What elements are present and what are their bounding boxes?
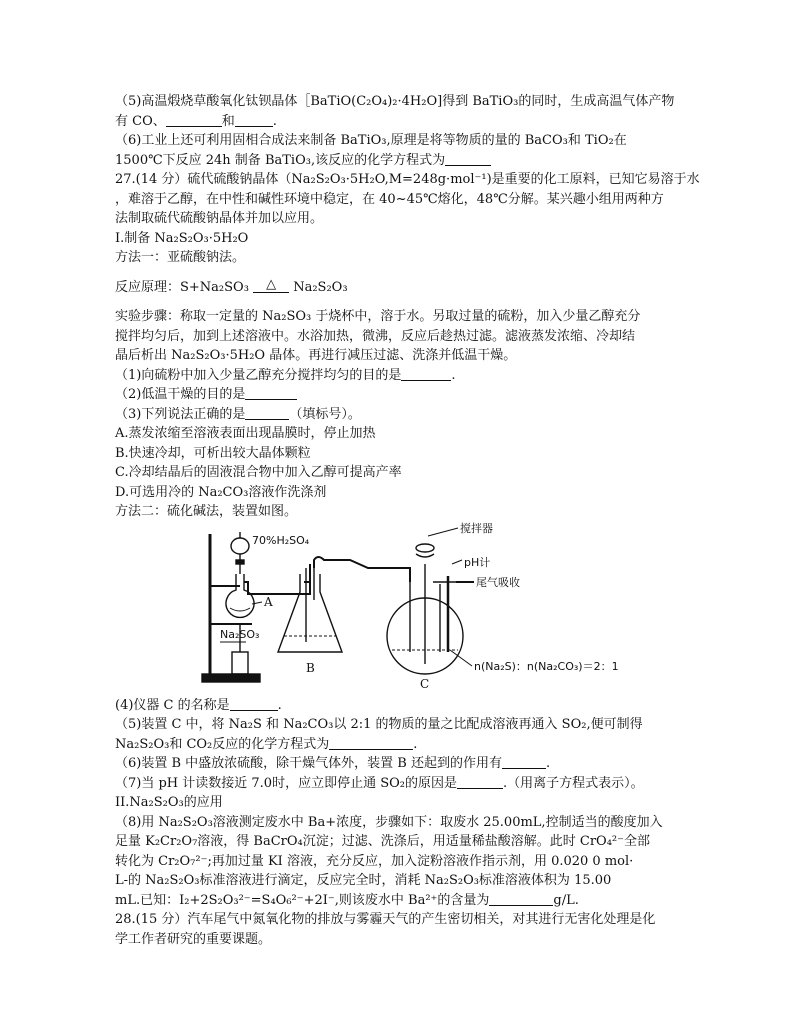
answer-blank <box>401 367 451 381</box>
question-7: （7)当 pH 计读数接近 7.0时，应立即停止通 SO₂的原因是 .（用离子方程式表示）。 <box>115 775 644 791</box>
stirrer <box>416 544 434 552</box>
answer-blank <box>166 113 222 127</box>
label-ph-meter: pH计 <box>464 555 491 569</box>
section-heading-2: II.Na₂S₂O₃的应用 <box>115 795 223 810</box>
question-5a: （5)装置 C 中，将 Na₂S 和 Na₂CO₃以 2:1 的物质的量之比配成溶液再通入 SO₂,便可制得 <box>115 717 643 732</box>
option-a: A.蒸发浓缩至溶液表面出现晶膜时，停止加热 <box>115 426 376 441</box>
question-6: （6)装置 B 中盛放浓硫酸，除干燥气体外，装置 B 还起到的作用有 . <box>115 756 551 771</box>
question-5-6: （6)工业上还可利用固相合成法来制备 BaTiO₃,原理是将等物质的量的 BaCO₃和 TiO₂在 <box>115 133 627 148</box>
answer-blank <box>235 113 273 127</box>
exam-page <box>115 92 700 949</box>
method-2-title: 方法二：硫化碱法，装置如图。 <box>115 504 298 519</box>
question-28-1: 28.(15 分）汽车尾气中氮氧化物的排放与雾霾天气的产生密切相关，对其进行无害化处理是化 <box>115 912 656 927</box>
apparatus-diagram <box>200 521 619 692</box>
label-acid: 70%H₂SO₄ <box>252 533 310 547</box>
experiment-steps-3: 晶后析出 Na₂S₂O₃·5H₂O 晶体。再进行减压过滤、洗涤并低温干燥。 <box>115 348 517 363</box>
separatory-funnel <box>231 538 249 554</box>
question-5-6-continued: 1500℃下反应 24h 制备 BaTiO₃,该反应的化学方程式为 <box>115 151 690 171</box>
question-8-3: 转化为 Cr₂O₇²⁻;再加过量 KI 溶液，充分反应，加入淀粉溶液作指示剂，用 0.020 0 mol· <box>115 853 634 869</box>
question-5b: Na₂S₂O₃和 CO₂反应的化学方程式为 . <box>115 736 418 752</box>
answer-blank <box>230 697 278 711</box>
label-a: A <box>264 594 273 609</box>
question-27-intro-1: 27.(14 分）硫代硫酸钠晶体（Na₂S₂O₃·5H₂O,M=248g·mol⁻¹)是重要的化工原料，已知它易溶于水 <box>115 172 700 187</box>
experiment-steps-1: 实验步骤：称取一定量的 Na₂SO₃ 于烧杯中，溶于水。另取过量的硫粉，加入少量乙醇充分 <box>115 309 641 324</box>
answer-blank <box>489 892 553 906</box>
label-na2so3: Na₂SO₃ <box>220 627 260 641</box>
answer-blank <box>445 152 491 166</box>
answer-blank <box>457 775 503 789</box>
question-5-5: （5)高温煅烧草酸氧化钛钡晶体［BaTiO(C₂O₄)₂·4H₂O]得到 BaTiO₃的同时，生成高温气体产物 <box>115 94 675 109</box>
question-1: （1)向硫粉中加入少量乙醇充分搅拌均匀的目的是 . <box>115 367 456 383</box>
question-5-5-continued: 有 CO、 和 . <box>115 113 277 129</box>
label-c: C <box>420 676 430 691</box>
answer-blank <box>245 406 289 420</box>
question-8-1: （8)用 Na₂S₂O₃溶液测定废水中 Ba+浓度，步骤如下：取废水 25.00mL,控制适当的酸度加入 <box>115 814 663 830</box>
method-1-title: 方法一：亚硫酸钠法。 <box>115 250 246 265</box>
answer-blank <box>502 755 546 769</box>
answer-blank <box>245 386 297 400</box>
label-stirrer: 搅拌器 <box>460 521 493 535</box>
question-28-2: 学工作者研究的重要课题。 <box>115 931 272 947</box>
option-b: B.快速冷却，可析出较大晶体颗粒 <box>115 445 311 461</box>
question-4: (4)仪器 C 的名称是 . <box>115 697 282 713</box>
label-b: B <box>306 660 315 675</box>
question-27-intro-2: ，难溶于乙醇，在中性和碱性环境中稳定，在 40~45℃熔化，48℃分解。某兴趣小组用两种方 <box>115 191 664 207</box>
question-2: （2)低温干燥的目的是 <box>115 385 690 405</box>
label-tail-gas: 尾气吸收 <box>476 575 520 589</box>
question-8-2: 足量 K₂Cr₂O₇溶液，得 BaCrO₄沉淀；过滤、洗涤后，用适量稀盐酸溶解。此时 CrO₄²⁻全部 <box>115 834 650 849</box>
label-ratio: n(Na₂S)：n(Na₂CO₃)＝2：1 <box>474 659 619 673</box>
reaction-principle: 反应原理：S+Na₂SO₃ △ Na₂S₂O₃ <box>115 276 348 295</box>
apparatus-figure <box>115 521 690 694</box>
question-8-4: L-的 Na₂S₂O₃标准溶液进行滴定，反应完全时，消耗 Na₂S₂O₃标准溶液体积为 15.00 <box>115 873 612 888</box>
option-d: D.可选用冷的 Na₂CO₃溶液作洗涤剂 <box>115 484 327 500</box>
heat-condition: △ <box>253 278 289 293</box>
stand-base <box>202 674 260 682</box>
question-27-intro-3: 法制取硫代硫酸钠晶体并加以应用。 <box>115 211 324 226</box>
experiment-steps-2: 搅拌均匀后，加到上述溶液中。水浴加热，微沸，反应后趁热过滤。滤液蒸发浓缩、冷却结 <box>115 328 636 344</box>
question-3: （3)下列说法正确的是 （填标号）。 <box>115 406 361 422</box>
question-8-5: mL.已知：I₂+2S₂O₃²⁻=S₄O₆²⁻+2I⁻,则该废水中 Ba²⁺的含量为 g/L. <box>115 892 579 908</box>
option-c: C.冷却结晶后的固液混合物中加入乙醇可提高产率 <box>115 465 402 480</box>
answer-blank <box>329 736 413 750</box>
section-heading-1: I.制备 Na₂S₂O₃·5H₂O <box>115 230 249 246</box>
